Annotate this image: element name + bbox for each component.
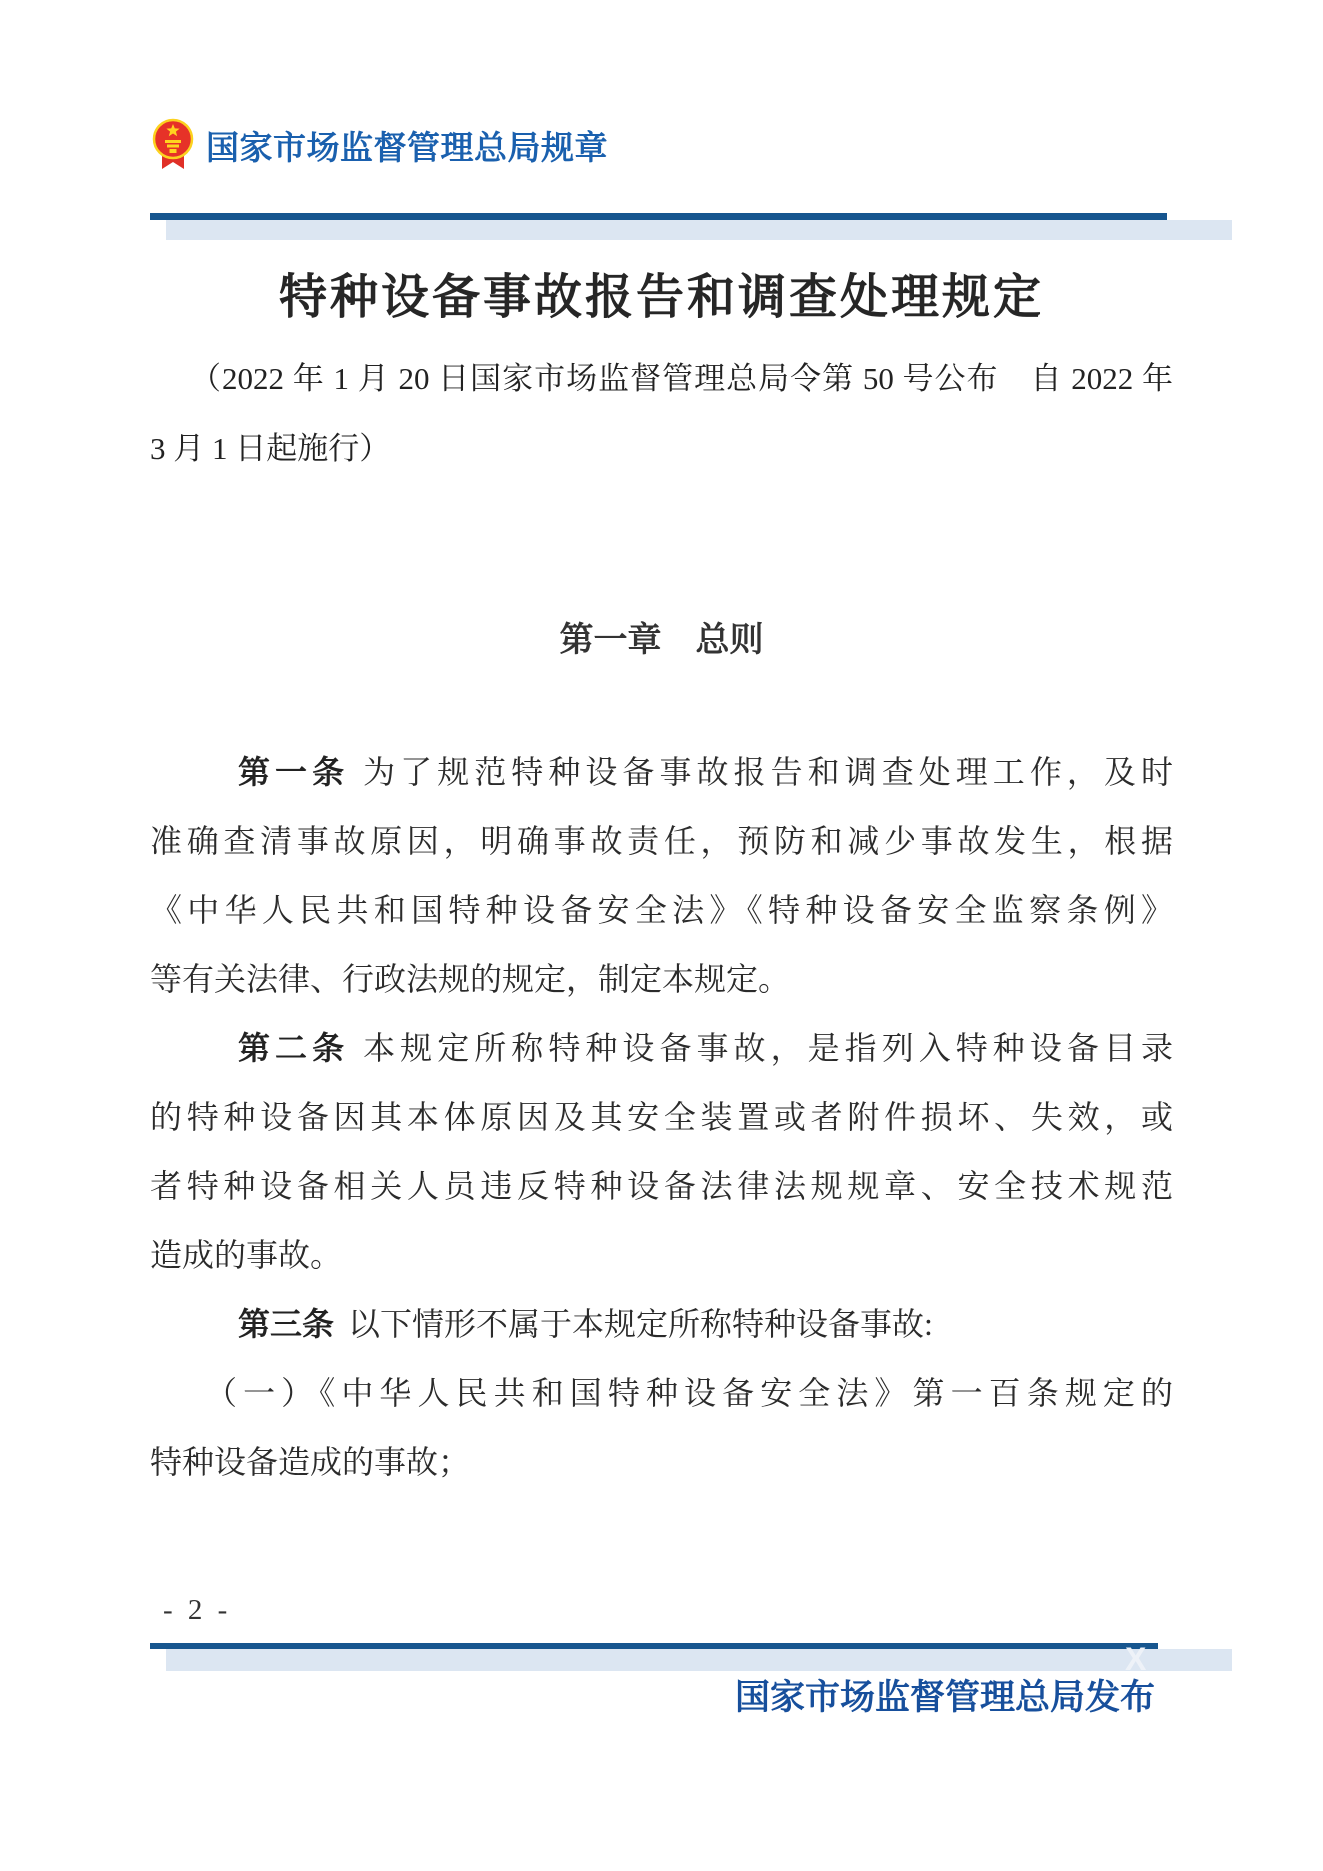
body-line-5: [150, 1014, 1173, 1083]
body-line-10: [150, 1359, 1173, 1428]
publisher-label: 国家市场监督管理总局发布: [734, 1678, 1155, 1717]
line-text: 者特种设备相关人员违反特种设备法律法规规章、安全技术规范: [150, 1168, 1173, 1204]
body-line-3: [150, 876, 1173, 945]
body-line-1: [150, 738, 1173, 807]
body-line-6: [150, 1083, 1173, 1152]
line-text: 为了规范特种设备事故报告和调查处理工作，及时: [363, 754, 1173, 790]
masthead-agency-label: 国家市场监督管理总局规章: [206, 128, 608, 166]
line-text: 《中华人民共和国特种设备安全法》《特种设备安全监察条例》: [150, 892, 1173, 928]
line-text: 的特种设备因其本体原因及其安全装置或者附件损坏、失效，或: [150, 1099, 1173, 1135]
article-body: [150, 738, 1173, 1497]
body-line-4: [150, 945, 1173, 1014]
line-text: 特种设备造成的事故；: [150, 1444, 471, 1480]
line-text: 准确查清事故原因，明确事故责任，预防和减少事故发生，根据: [150, 823, 1173, 859]
body-line-7: [150, 1152, 1173, 1221]
promulgation-line-2: 3 月 1 日起施行）: [150, 431, 391, 466]
body-line-9: [150, 1290, 1173, 1359]
article-number: 第一条: [238, 754, 350, 790]
promulgation-line-1: （2022 年 1 月 20 日国家市场监督管理总局令第 50 号公布 自 2022 年: [190, 361, 1173, 396]
body-line-11: [150, 1428, 1173, 1497]
header-accent-band: [166, 220, 1232, 240]
line-text: 等有关法律、行政法规的规定，制定本规定。: [150, 961, 791, 997]
line-text: 以下情形不属于本规定所称特种设备事故:: [348, 1306, 933, 1342]
footer-accent-band: [166, 1649, 1232, 1671]
line-text: （一）《中华人民共和国特种设备安全法》第一百条规定的: [205, 1375, 1173, 1411]
line-text: 造成的事故。: [150, 1237, 343, 1273]
header-rule: [150, 213, 1167, 220]
document-title: 特种设备事故报告和调查处理规定: [278, 271, 1044, 324]
body-line-2: [150, 807, 1173, 876]
body-line-8: [150, 1221, 1173, 1290]
article-number: 第二条: [238, 1030, 350, 1066]
masthead: [150, 118, 608, 172]
national-emblem-icon: [150, 118, 196, 172]
watermark: X: [1125, 1641, 1147, 1677]
line-text: 本规定所称特种设备事故，是指列入特种设备目录: [363, 1030, 1173, 1066]
article-number: 第三条: [238, 1306, 335, 1342]
chapter-heading: 第一章 总则: [559, 621, 764, 659]
page-number: - 2 -: [163, 1594, 232, 1626]
